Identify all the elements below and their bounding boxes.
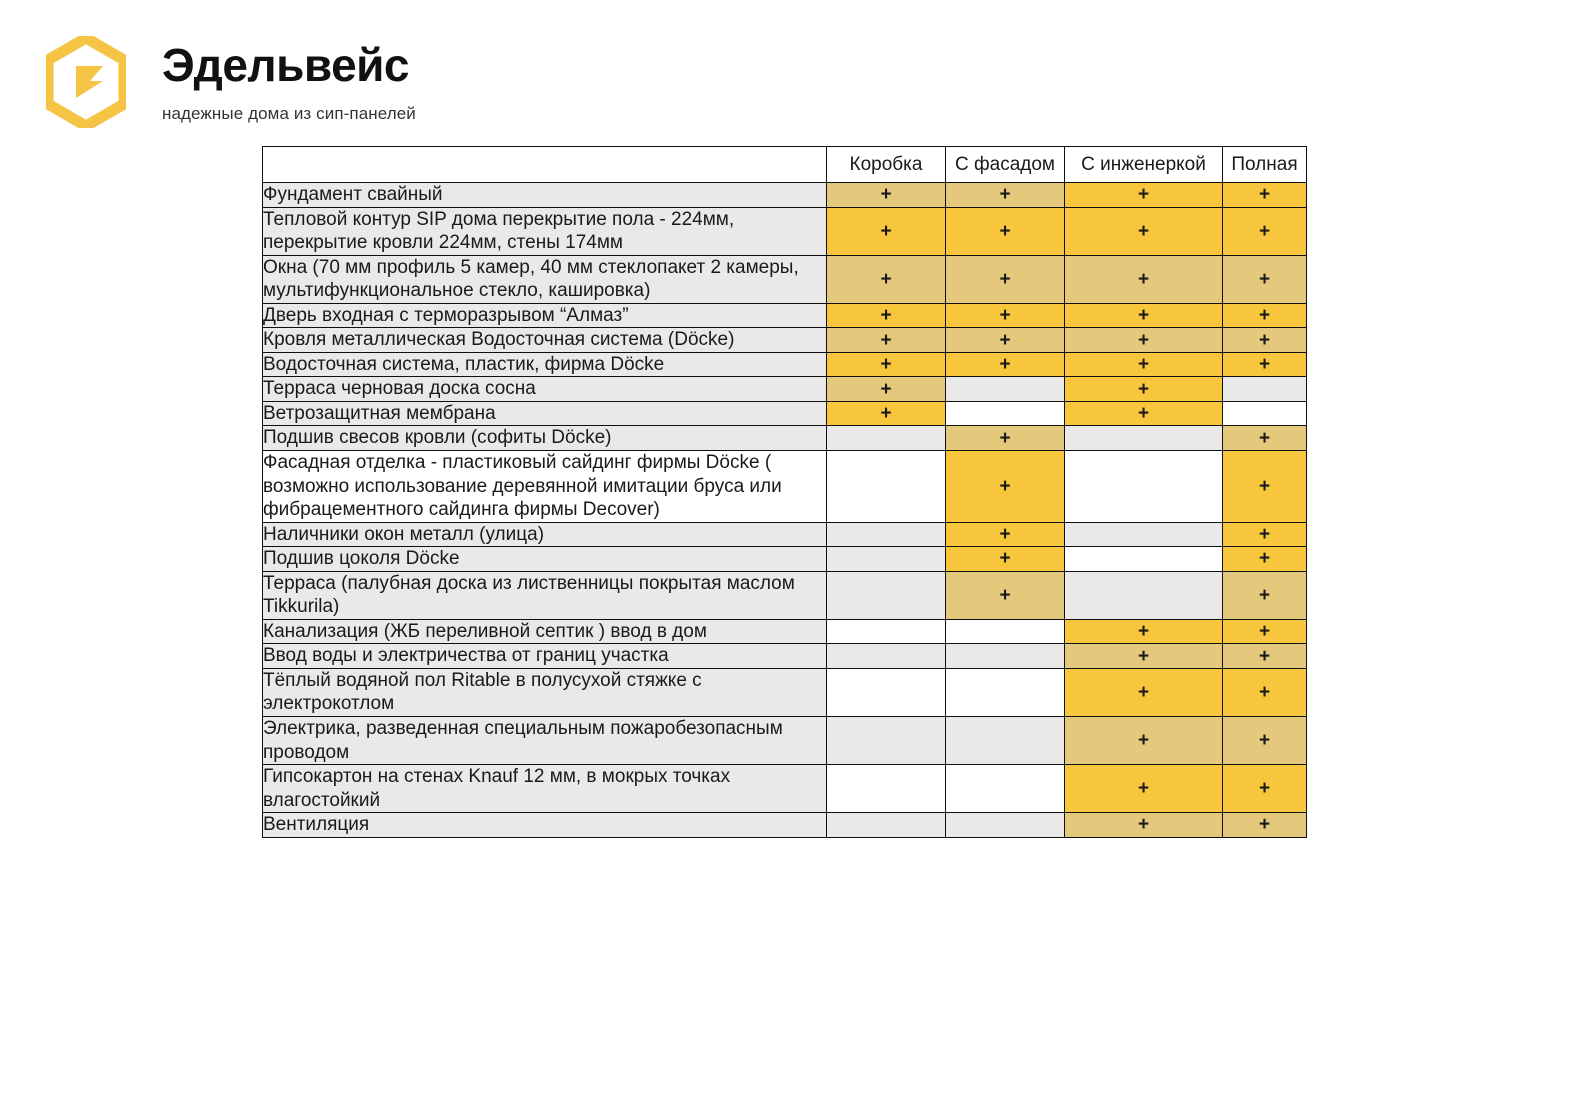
- column-header-fasad: С фасадом: [946, 147, 1065, 183]
- included-mark: +: [880, 403, 892, 425]
- cell-inzhenerka: [1065, 813, 1223, 838]
- cell-fasad: [946, 522, 1065, 547]
- included-mark: +: [1258, 354, 1271, 376]
- included-mark: +: [880, 268, 892, 290]
- included-mark: +: [1137, 220, 1150, 242]
- spec-table: [262, 146, 1307, 838]
- cell-inzhenerka: [1065, 644, 1223, 669]
- cell-polnaya: [1223, 717, 1307, 765]
- table-row: [263, 426, 1307, 451]
- table-row: [263, 377, 1307, 402]
- table-row: [263, 522, 1307, 547]
- included-mark: +: [1258, 329, 1271, 351]
- included-mark: +: [1258, 268, 1271, 290]
- cell-korobka: [827, 522, 946, 547]
- cell-polnaya: [1223, 328, 1307, 353]
- included-mark: +: [999, 354, 1011, 376]
- included-mark: +: [880, 378, 892, 400]
- cell-polnaya: [1223, 183, 1307, 208]
- column-header-polnaya: Полная: [1223, 147, 1307, 183]
- table-row: [263, 451, 1307, 523]
- cell-fasad: [946, 401, 1065, 426]
- row-label: Окна (70 мм профиль 5 камер, 40 мм стеклопакет 2 камеры, мультифункциональное стекло, каширoвка): [263, 255, 827, 303]
- row-label: Фундамент свайный: [263, 183, 827, 208]
- included-mark: +: [999, 220, 1011, 242]
- cell-inzhenerka: [1065, 451, 1223, 523]
- included-mark: +: [1258, 220, 1271, 242]
- row-label: Терраса (палубная доска из лиственницы покрытая маслом Tikkurila): [263, 571, 827, 619]
- row-label: Канализация (ЖБ переливной септик ) ввод в дом: [263, 619, 827, 644]
- cell-polnaya: [1223, 619, 1307, 644]
- cell-fasad: [946, 644, 1065, 669]
- table-row: [263, 668, 1307, 716]
- row-label: Ввод воды и электричества от границ участка: [263, 644, 827, 669]
- included-mark: +: [999, 584, 1011, 606]
- included-mark: +: [1137, 681, 1150, 703]
- table-row: [263, 207, 1307, 255]
- cell-korobka: [827, 668, 946, 716]
- cell-korobka: [827, 571, 946, 619]
- row-label: Подшив цоколя Döcke: [263, 547, 827, 572]
- cell-korobka: [827, 207, 946, 255]
- row-label: Подшив свесов кровли (софиты Döcke): [263, 426, 827, 451]
- included-mark: +: [999, 475, 1011, 497]
- included-mark: +: [1258, 184, 1271, 206]
- cell-inzhenerka: [1065, 255, 1223, 303]
- cell-inzhenerka: [1065, 426, 1223, 451]
- cell-korobka: [827, 255, 946, 303]
- row-label: Наличники окон металл (улица): [263, 522, 827, 547]
- package-comparison-table: [262, 146, 1304, 838]
- cell-fasad: [946, 183, 1065, 208]
- table-row: [263, 547, 1307, 572]
- table-row: [263, 765, 1307, 813]
- table-row: [263, 571, 1307, 619]
- table-row: [263, 255, 1307, 303]
- cell-korobka: [827, 352, 946, 377]
- cell-polnaya: [1223, 547, 1307, 572]
- included-mark: +: [880, 184, 892, 206]
- cell-fasad: [946, 207, 1065, 255]
- table-row: [263, 619, 1307, 644]
- cell-korobka: [827, 426, 946, 451]
- row-label: Тёплый водяной пол Ritable в полусухой стяжке с электрокотлом: [263, 668, 827, 716]
- cell-polnaya: [1223, 765, 1307, 813]
- included-mark: +: [880, 305, 892, 326]
- table-header-row: [263, 147, 1307, 183]
- table-row: [263, 183, 1307, 208]
- included-mark: +: [880, 354, 892, 376]
- included-mark: +: [1137, 329, 1150, 351]
- cell-fasad: [946, 813, 1065, 838]
- included-mark: +: [999, 427, 1011, 449]
- included-mark: +: [1137, 184, 1150, 206]
- cell-fasad: [946, 377, 1065, 402]
- included-mark: +: [1258, 778, 1271, 800]
- row-label: Фасадная отделка - пластиковый сайдинг фирмы Döcke ( возможно использование деревянной имитации бруса или фибрацементного сайдинга фирмы Decover): [263, 451, 827, 523]
- included-mark: +: [1258, 427, 1271, 449]
- table-row: [263, 352, 1307, 377]
- included-mark: +: [1137, 354, 1150, 376]
- cell-fasad: [946, 328, 1065, 353]
- included-mark: +: [999, 329, 1011, 351]
- cell-fasad: [946, 255, 1065, 303]
- cell-polnaya: [1223, 644, 1307, 669]
- included-mark: +: [1258, 621, 1271, 643]
- cell-korobka: [827, 328, 946, 353]
- included-mark: +: [1258, 523, 1271, 545]
- included-mark: +: [1137, 645, 1150, 667]
- row-label: Кровля металлическая Водосточная система (Döcke): [263, 328, 827, 353]
- included-mark: +: [999, 548, 1011, 570]
- cell-fasad: [946, 571, 1065, 619]
- cell-polnaya: [1223, 813, 1307, 838]
- cell-polnaya: [1223, 571, 1307, 619]
- brand-tagline: надежные дома из сип-панелей: [162, 104, 416, 123]
- included-mark: +: [880, 329, 892, 351]
- table-body: [263, 183, 1307, 838]
- included-mark: +: [1258, 305, 1271, 326]
- cell-polnaya: [1223, 451, 1307, 523]
- included-mark: +: [1137, 730, 1150, 752]
- cell-korobka: [827, 377, 946, 402]
- cell-inzhenerka: [1065, 352, 1223, 377]
- cell-fasad: [946, 451, 1065, 523]
- cell-fasad: [946, 426, 1065, 451]
- cell-inzhenerka: [1065, 668, 1223, 716]
- hexagon-e-logo-icon: [46, 36, 126, 128]
- included-mark: +: [1137, 268, 1150, 290]
- cell-inzhenerka: [1065, 328, 1223, 353]
- table-row: [263, 813, 1307, 838]
- cell-fasad: [946, 668, 1065, 716]
- cell-korobka: [827, 401, 946, 426]
- cell-korobka: [827, 619, 946, 644]
- included-mark: +: [1258, 645, 1271, 667]
- cell-inzhenerka: [1065, 183, 1223, 208]
- cell-fasad: [946, 352, 1065, 377]
- cell-polnaya: [1223, 352, 1307, 377]
- cell-korobka: [827, 765, 946, 813]
- cell-fasad: [946, 717, 1065, 765]
- included-mark: +: [1258, 475, 1271, 497]
- table-row: [263, 328, 1307, 353]
- included-mark: +: [1258, 681, 1271, 703]
- cell-korobka: [827, 717, 946, 765]
- cell-polnaya: [1223, 522, 1307, 547]
- cell-inzhenerka: [1065, 619, 1223, 644]
- cell-polnaya: [1223, 668, 1307, 716]
- included-mark: +: [1137, 305, 1150, 326]
- column-header-inzhenerka: С инженеркой: [1065, 147, 1223, 183]
- table-row: [263, 717, 1307, 765]
- cell-korobka: [827, 644, 946, 669]
- cell-polnaya: [1223, 401, 1307, 426]
- included-mark: +: [1137, 378, 1150, 400]
- cell-korobka: [827, 451, 946, 523]
- cell-korobka: [827, 813, 946, 838]
- brand-name: Эдельвейс: [162, 39, 410, 91]
- included-mark: +: [1137, 621, 1150, 643]
- cell-inzhenerka: [1065, 522, 1223, 547]
- cell-inzhenerka: [1065, 571, 1223, 619]
- table-row: [263, 644, 1307, 669]
- cell-polnaya: [1223, 303, 1307, 328]
- cell-korobka: [827, 183, 946, 208]
- cell-inzhenerka: [1065, 207, 1223, 255]
- cell-fasad: [946, 547, 1065, 572]
- included-mark: +: [1137, 778, 1150, 800]
- row-label: Электрика, разведенная специальным пожаробезопасным проводом: [263, 717, 827, 765]
- cell-inzhenerka: [1065, 401, 1223, 426]
- table-row: [263, 401, 1307, 426]
- cell-fasad: [946, 765, 1065, 813]
- cell-polnaya: [1223, 207, 1307, 255]
- included-mark: +: [1258, 584, 1271, 606]
- cell-inzhenerka: [1065, 377, 1223, 402]
- cell-polnaya: [1223, 255, 1307, 303]
- cell-fasad: [946, 619, 1065, 644]
- included-mark: +: [1258, 814, 1271, 836]
- included-mark: +: [880, 220, 892, 242]
- cell-inzhenerka: [1065, 303, 1223, 328]
- row-label: Гипсокартон на стенах Knauf 12 мм, в мокрых точках влагостойкий: [263, 765, 827, 813]
- row-label: Ветрозащитная мембрана: [263, 401, 827, 426]
- included-mark: +: [1137, 814, 1150, 836]
- included-mark: +: [1137, 403, 1150, 425]
- row-label: Дверь входная с терморазрывом “Алмаз”: [263, 303, 827, 328]
- row-label: Терраса черновая доска сосна: [263, 377, 827, 402]
- included-mark: +: [999, 184, 1011, 206]
- included-mark: +: [1258, 730, 1271, 752]
- table-row: [263, 303, 1307, 328]
- header-spacer: [263, 147, 827, 183]
- cell-korobka: [827, 303, 946, 328]
- row-label: Тепловой контур SIP дома перекрытие пола - 224мм, перекрытие кровли 224мм, стены 174мм: [263, 207, 827, 255]
- cell-polnaya: [1223, 426, 1307, 451]
- cell-inzhenerka: [1065, 547, 1223, 572]
- cell-inzhenerka: [1065, 765, 1223, 813]
- row-label: Вентиляция: [263, 813, 827, 838]
- brand-header: [46, 36, 416, 128]
- included-mark: +: [1258, 548, 1271, 570]
- included-mark: +: [999, 268, 1011, 290]
- included-mark: +: [999, 523, 1011, 545]
- row-label: Водосточная система, пластик, фирма Döcke: [263, 352, 827, 377]
- cell-inzhenerka: [1065, 717, 1223, 765]
- included-mark: +: [999, 305, 1011, 326]
- cell-polnaya: [1223, 377, 1307, 402]
- cell-fasad: [946, 303, 1065, 328]
- column-header-korobka: Коробка: [827, 147, 946, 183]
- cell-korobka: [827, 547, 946, 572]
